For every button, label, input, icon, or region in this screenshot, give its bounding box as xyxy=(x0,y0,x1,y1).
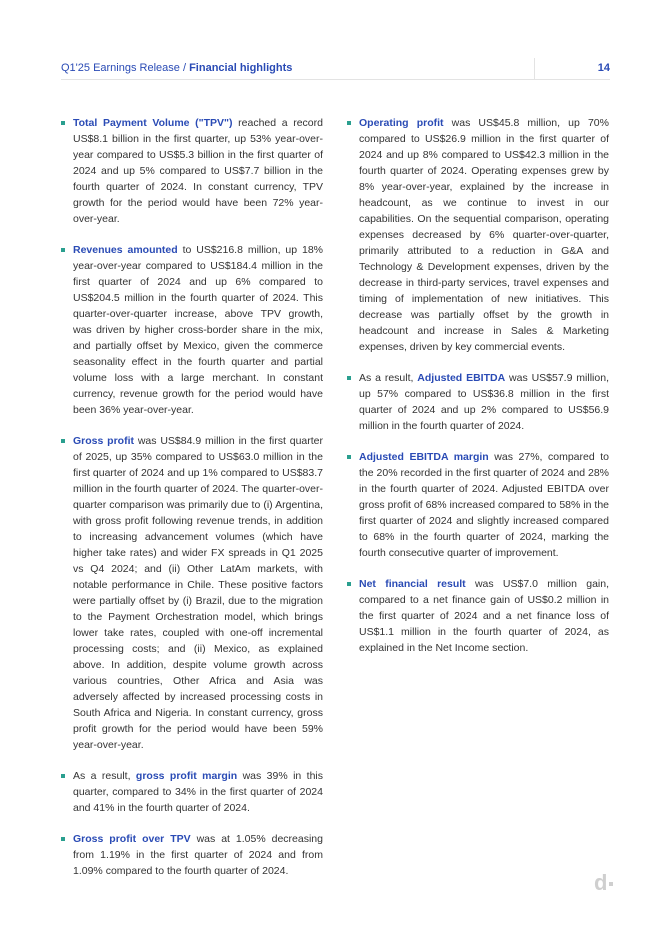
breadcrumb xyxy=(61,61,292,75)
item-keyword: Gross profit xyxy=(73,435,134,447)
logo-letter: d xyxy=(594,870,608,895)
release-label: Q1'25 Earnings Release / xyxy=(61,62,187,74)
item-keyword: Gross profit over TPV xyxy=(73,833,191,845)
bullet-icon xyxy=(61,774,65,778)
item-text: was US$7.0 million gain, compared to a net finance gain of US$0.2 million in the first quarter of 2024 and a net finance loss of US$1.1 million in the fourth quarter of 2024, as explained in the Net Income section. xyxy=(359,578,609,654)
item-keyword: Operating profit xyxy=(359,117,444,129)
item-text: was US$45.8 million, up 70% compared to US$26.9 million in the first quarter of 2024 and up 8% compared to US$42.3 million in the fourth quarter of 2024. Operating expenses grew by 8% year-over-year, explained by the increase in headcount, as we continue to invest in our capabilities. On the sequential comparison, operating expenses decreased by 6% quarter-over-quarter, primarily attributed to a reduction in G&A and Technology & Development expenses, driven by the decrease in third-party services, travel expenses and timing of implementation of new initiatives. This decrease was partially offset by the growth in headcount and increase in Sales & Marketing expenses, driven by key commercial events. xyxy=(359,117,609,353)
item-keyword: Adjusted EBITDA xyxy=(417,372,506,384)
item-text: was US$84.9 million in the first quarter of 2025, up 35% compared to US$63.0 million in the first quarter of 2024 and up 1% compared to US$83.7 million in the fourth quarter of 2024. The quarter-over-quarter comparison was primarily due to (i) Argentina, with gross profit following revenue trends, in addition to increasing advancement volumes (which have higher take rates) and wider FX spreads in Q1 2025 vs Q4 2024; and (ii) Other LatAm markets, with notable performance in Chile. These positive factors were partially offset by (i) Brazil, due to the migration to the Payment Orchestration model, which brings lower take rates, coupled with one-off incremental processing costs; and (ii) Mexico, as explained above. In addition, despite volume growth across various countries, Other Africa and Asia was adversely affected by increased processing costs in South Africa and Nigeria. In constant currency, gross profit growth for the period would have been 59% year-over-year. xyxy=(73,435,323,751)
item-text: was at 1.05% decreasing from 1.19% in the first quarter of 2024 and from 1.09% compared to the fourth quarter of 2024. xyxy=(73,833,323,877)
item-keyword: Total Payment Volume ("TPV") xyxy=(73,117,233,129)
list-item xyxy=(347,370,609,434)
company-logo xyxy=(594,872,613,894)
item-keyword: gross profit margin xyxy=(135,770,238,782)
left-column xyxy=(61,115,323,894)
bullet-icon xyxy=(61,837,65,841)
item-text: was US$57.9 million, up 57% compared to US$36.8 million in the first quarter of 2024 and up 2% compared to US$56.9 million in the fourth quarter of 2024. xyxy=(359,372,609,432)
list-item xyxy=(61,115,323,227)
item-text: to US$216.8 million, up 18% year-over-year compared to US$184.4 million in the first quarter of 2024 and up 6% compared to US$204.5 million in the fourth quarter of 2024. This quarter-over-quarter increase, above TPV growth, was driven by higher cross-border share in the mix, and partially offset by Mexico, given the commerce seasonality effect in the fourth quarter and partial volume loss with a large merchant. In constant currency, revenue growth for the period would have been 36% year-over-year. xyxy=(73,244,323,416)
item-keyword: Adjusted EBITDA margin xyxy=(359,451,489,463)
list-item xyxy=(61,831,323,879)
bullet-icon xyxy=(61,439,65,443)
list-item xyxy=(61,768,323,816)
page-header xyxy=(61,61,610,81)
list-item xyxy=(61,242,323,418)
item-text: was 39% in this quarter, compared to 34% in the first quarter of 2024 and 41% in the fourth quarter of 2024. xyxy=(73,770,323,814)
item-text: was 27%, compared to the 20% recorded in the first quarter of 2024 and 28% in the fourth quarter of 2024. Adjusted EBITDA over gross profit of 68% increased compared to 58% in the first quarter of 2024 and slightly increased compared to 68% in the fourth quarter of 2024, marking the fourth consecutive quarter of improvement. xyxy=(359,451,609,559)
section-title: Financial highlights xyxy=(189,62,293,74)
bullet-icon xyxy=(61,248,65,252)
list-item xyxy=(347,449,609,561)
header-divider xyxy=(534,58,535,80)
list-item xyxy=(347,115,609,355)
item-keyword: Net financial result xyxy=(359,578,466,590)
bullet-icon xyxy=(347,582,351,586)
bullet-icon xyxy=(347,376,351,380)
item-prefix: As a result, xyxy=(73,770,136,782)
header-rule xyxy=(61,79,610,80)
list-item xyxy=(61,433,323,753)
right-column xyxy=(347,115,609,671)
bullet-icon xyxy=(347,455,351,459)
item-text: reached a record US$8.1 billion in the first quarter, up 53% year-over-year compared to US$5.3 billion in the first quarter of 2024 and up 5% compared to US$7.7 billion in the fourth quarter of 2024. In constant currency, TPV growth for the period would have been 72% year-over-year. xyxy=(73,117,323,225)
list-item xyxy=(347,576,609,656)
bullet-icon xyxy=(347,121,351,125)
item-prefix: As a result, xyxy=(359,372,418,384)
logo-dot-icon xyxy=(609,882,613,886)
item-keyword: Revenues amounted xyxy=(73,244,178,256)
bullet-icon xyxy=(61,121,65,125)
page-number: 14 xyxy=(597,62,610,74)
